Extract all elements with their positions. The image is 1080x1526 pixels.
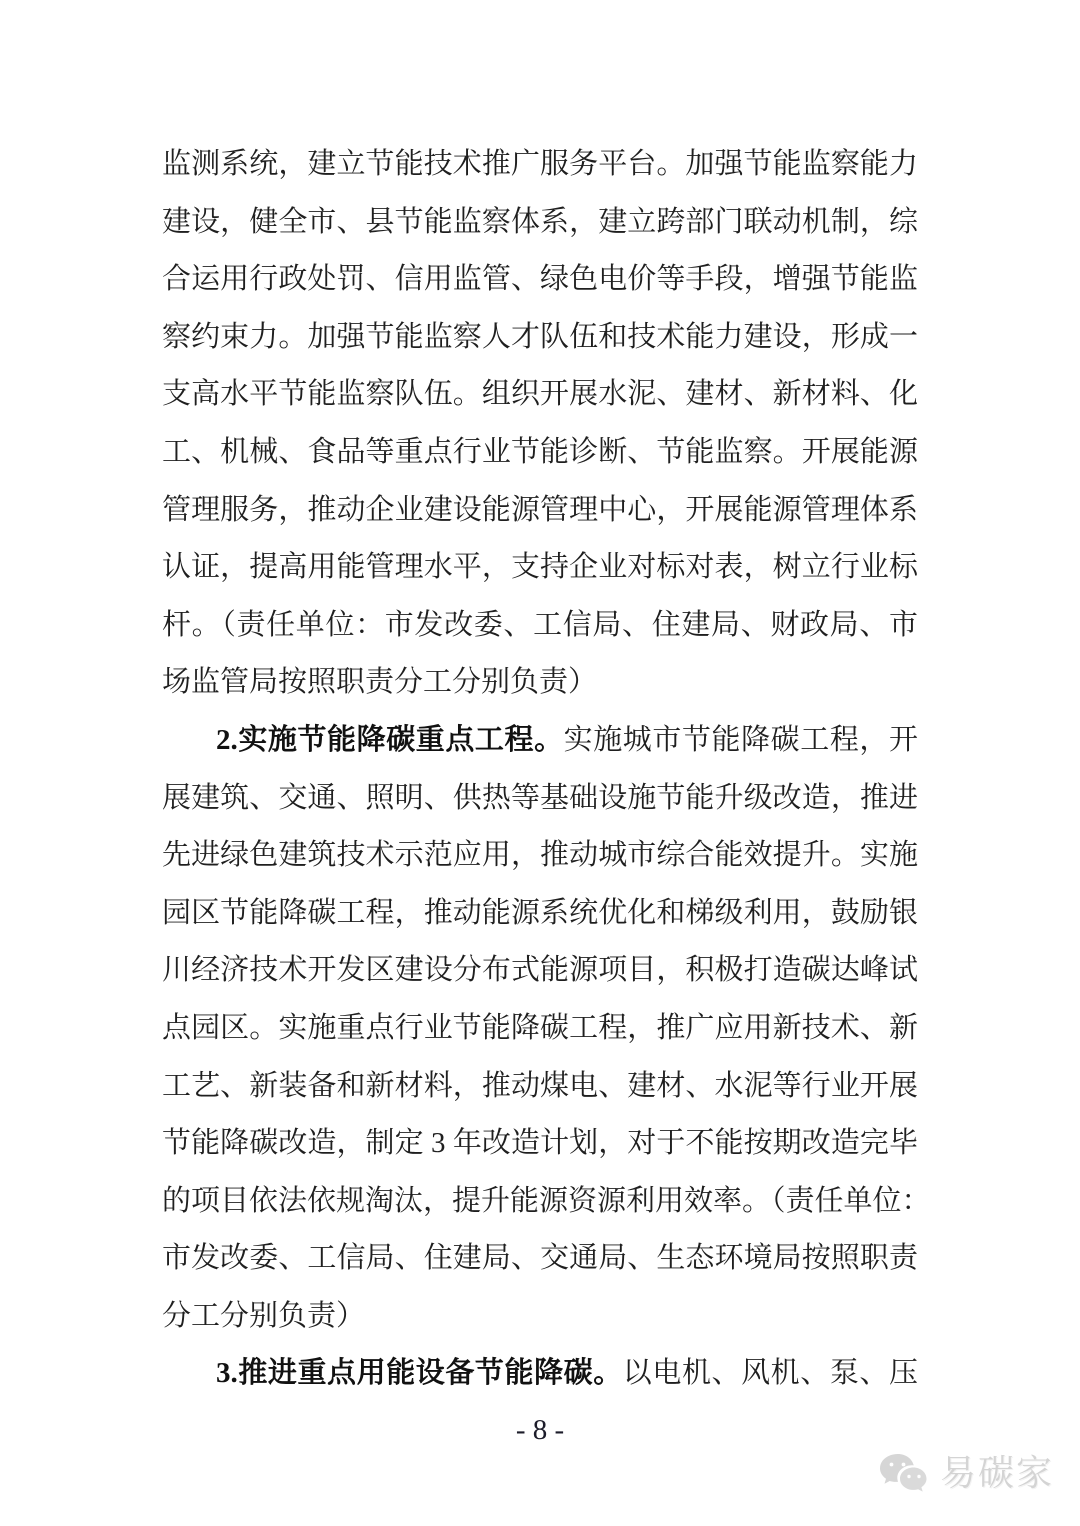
text-line: 认证，提高用能管理水平，支持企业对标对表，树立行业标 xyxy=(162,551,918,584)
paragraph-3-heading: 3.推进重点用能设备节能降碳。 xyxy=(216,1357,623,1390)
text-line: 察约束力。加强节能监察人才队伍和技术能力建设，形成一 xyxy=(162,320,918,353)
text-line: 杆。（责任单位：市发改委、工信局、住建局、财政局、市 xyxy=(162,608,918,641)
text-line: 的项目依法依规淘汰，提升能源资源利用效率。（责任单位： xyxy=(162,1184,931,1217)
paragraph-2-lead-line xyxy=(162,712,918,770)
text-line: 节能降碳改造，制定 3 年改造计划，对于不能按期改造完毕 xyxy=(162,1127,918,1160)
paragraph-2-heading: 2.实施节能降碳重点工程。 xyxy=(216,723,564,756)
text-line: 园区节能降碳工程，推动能源系统优化和梯级利用，鼓励银 xyxy=(162,896,918,929)
watermark xyxy=(878,1452,1054,1494)
paragraph-3-lead-line xyxy=(162,1345,918,1403)
page-number: - 8 - xyxy=(515,1414,565,1446)
paragraph-3-lead-text: 以电机、风机、泵、压 xyxy=(622,1357,918,1390)
paragraph-2-lead-text: 实施城市节能降碳工程，开 xyxy=(563,723,918,756)
text-line: 监测系统，建立节能技术推广服务平台。加强节能监察能力 xyxy=(162,148,918,180)
text-line-paragraph-end: 分工分别负责） xyxy=(162,1299,366,1332)
text-line: 合运用行政处罚、信用监管、绿色电价等手段，增强节能监 xyxy=(162,263,918,296)
text-line: 点园区。实施重点行业节能降碳工程，推广应用新技术、新 xyxy=(162,1011,918,1044)
text-line: 工、机械、食品等重点行业节能诊断、节能监察。开展能源 xyxy=(162,435,918,468)
document-text-block xyxy=(162,136,931,1403)
text-line: 工艺、新装备和新材料，推动煤电、建材、水泥等行业开展 xyxy=(162,1069,918,1102)
text-line: 展建筑、交通、照明、供热等基础设施节能升级改造，推进 xyxy=(162,781,918,814)
text-line: 川经济技术开发区建设分布式能源项目，积极打造碳达峰试 xyxy=(162,954,918,987)
text-line: 先进绿色建筑技术示范应用，推动城市综合能效提升。实施 xyxy=(162,839,918,872)
text-line: 支高水平节能监察队伍。组织开展水泥、建材、新材料、化 xyxy=(162,378,918,411)
text-line: 市发改委、工信局、住建局、交通局、生态环境局按照职责 xyxy=(162,1242,918,1275)
text-line: 管理服务，推动企业建设能源管理中心，开展能源管理体系 xyxy=(162,493,918,526)
text-line: 建设，健全市、县节能监察体系，建立跨部门联动机制，综 xyxy=(162,205,918,238)
watermark-brand-text: 易碳家 xyxy=(939,1452,1054,1493)
wechat-icon xyxy=(878,1452,930,1494)
text-line-paragraph-end: 场监管局按照职责分工分别负责） xyxy=(162,666,598,699)
